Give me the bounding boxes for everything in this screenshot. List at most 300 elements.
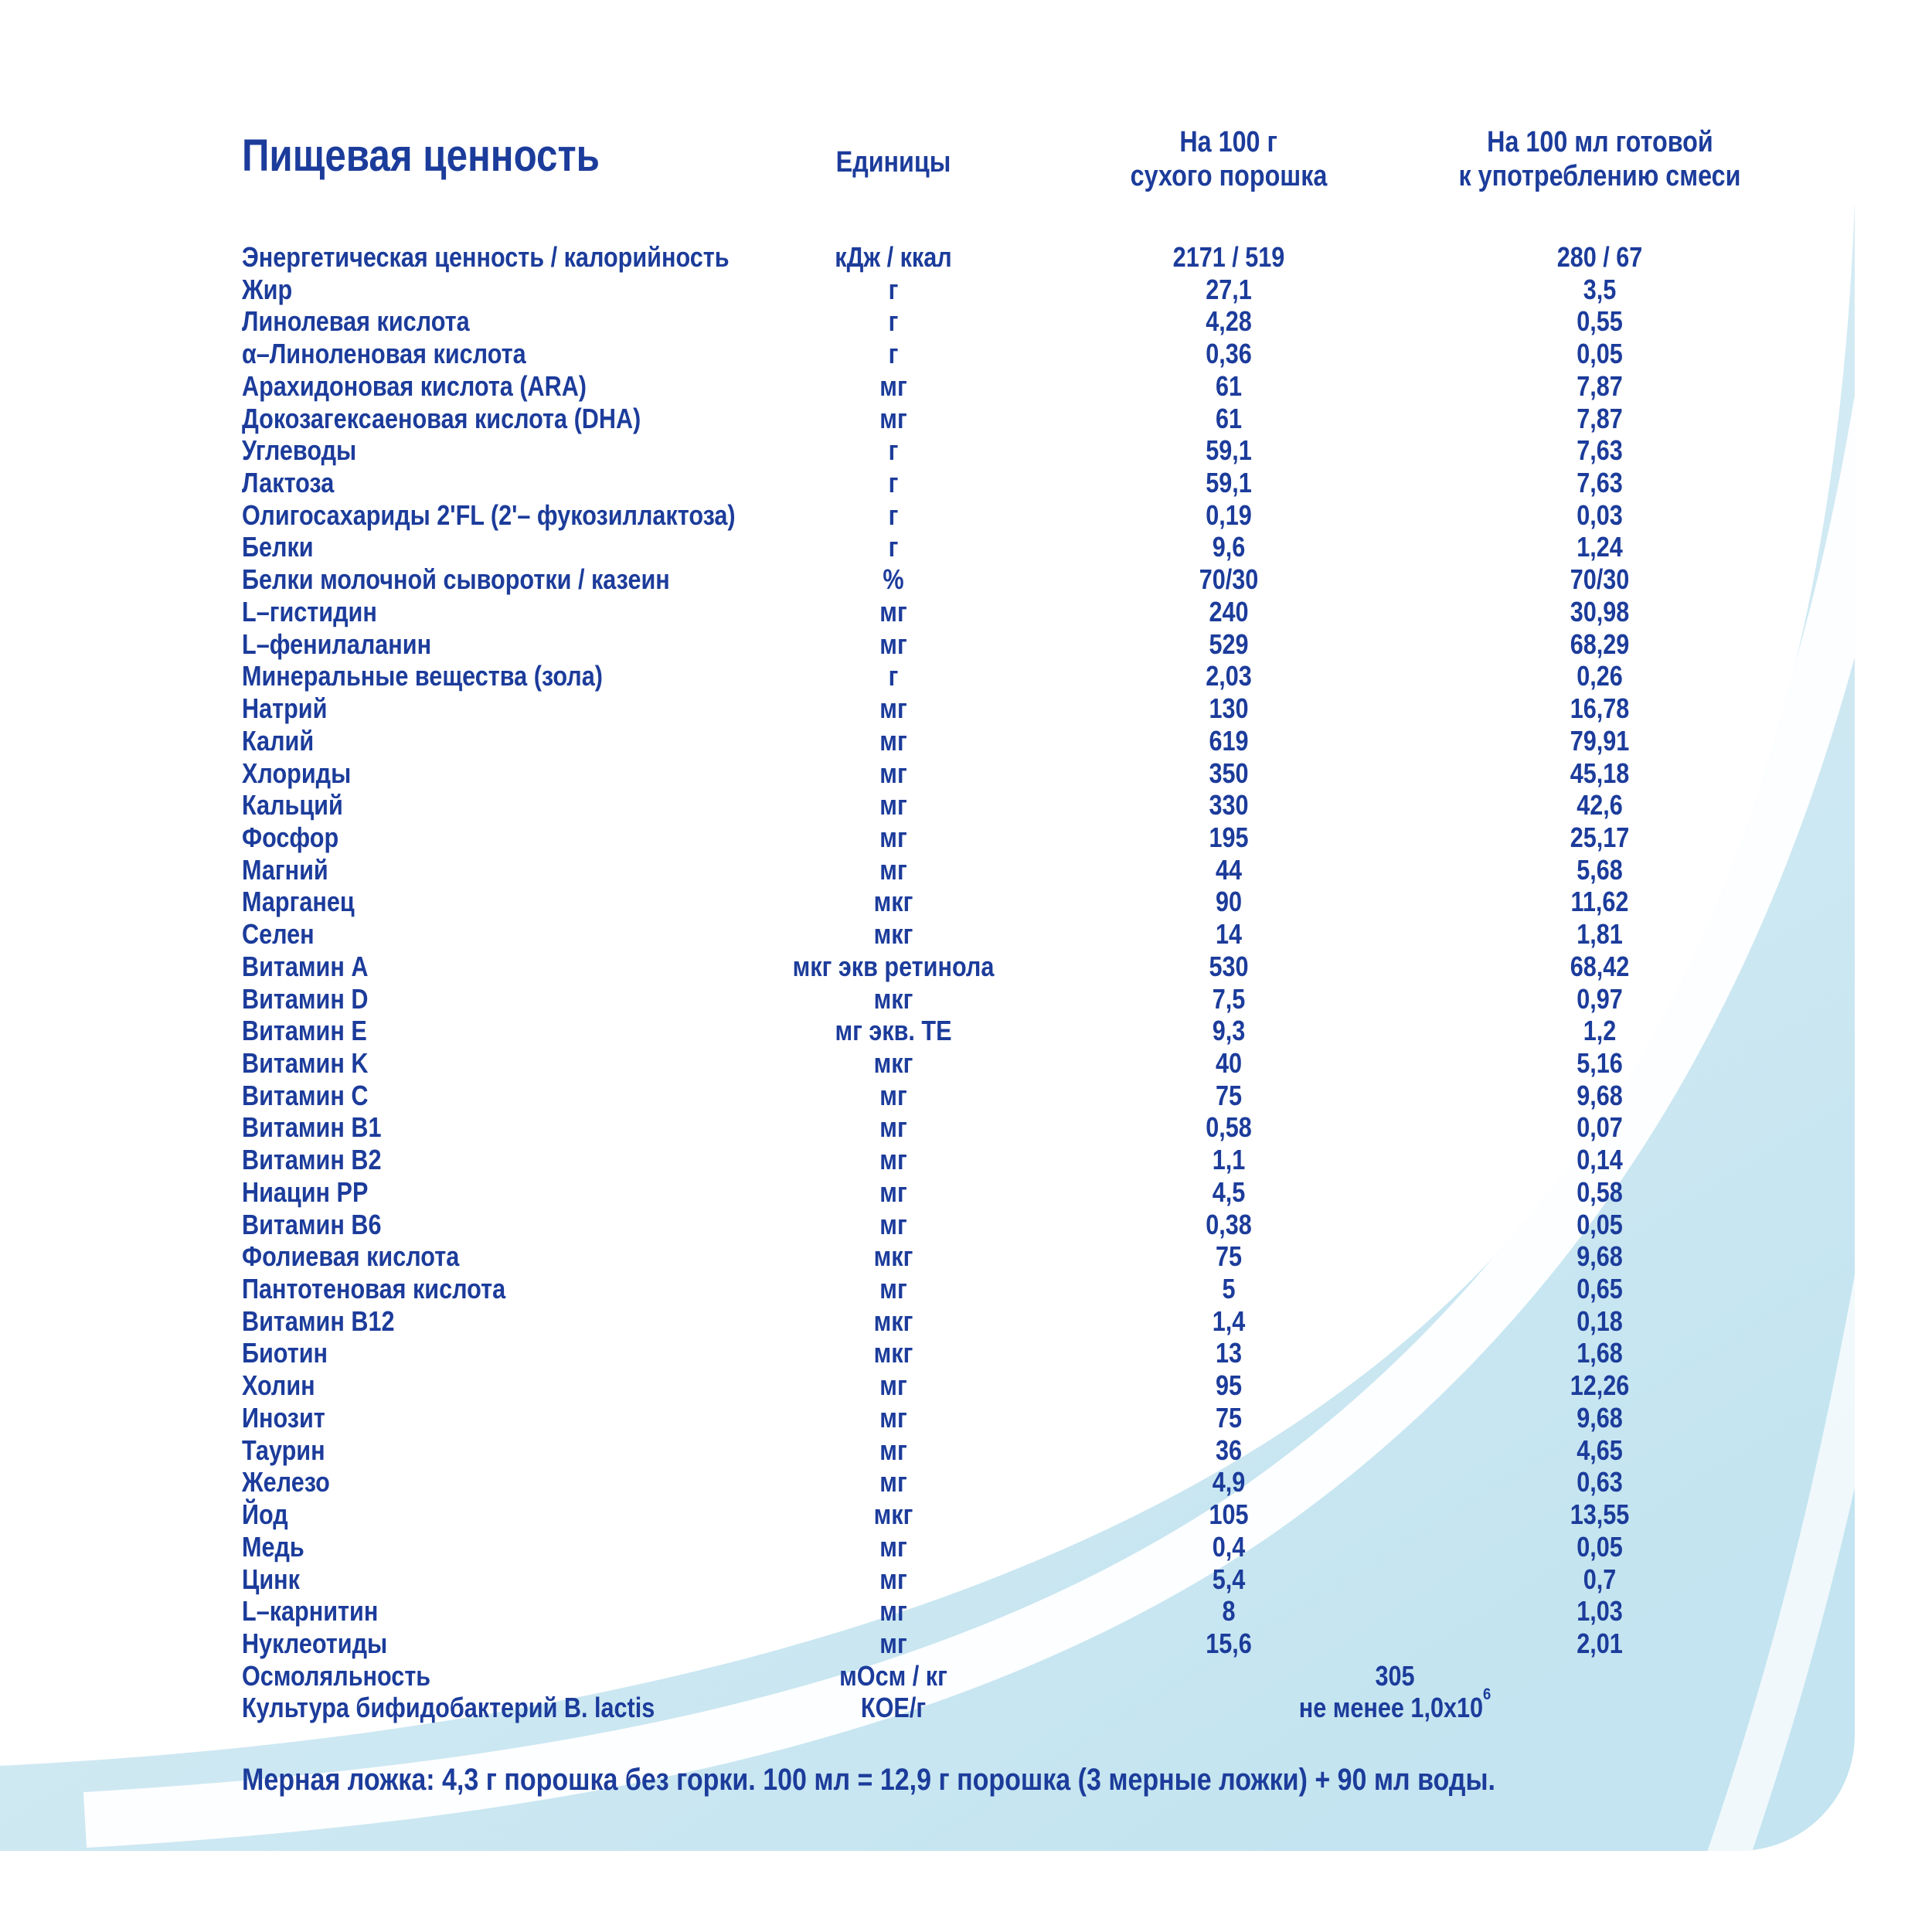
value-per-100ml-cell — [1573, 918, 1627, 951]
nutrient-unit-cell — [877, 370, 910, 403]
nutrient-name: Минеральные вещества (зола) — [242, 660, 603, 692]
nutrient-unit-cell — [877, 854, 910, 886]
value-per-100ml-cell — [1573, 1111, 1627, 1144]
value-per-100g-cell — [1202, 305, 1256, 338]
value-per-100g: 0,4 — [1212, 1530, 1246, 1563]
nutrient-unit: г — [888, 273, 899, 305]
nutrient-unit: мг — [879, 1369, 907, 1402]
nutrient-unit: мг — [879, 757, 907, 789]
value-per-100g: 4,9 — [1212, 1466, 1246, 1498]
nutrient-name: Культура бифидобактерий B. lactis — [242, 1692, 655, 1724]
nutrient-unit-cell — [870, 1305, 917, 1338]
nutrient-name-cell — [242, 1628, 413, 1660]
value-per-100ml: 0,55 — [1577, 305, 1623, 338]
per-100ml-line1-text: На 100 мл готовой — [1486, 126, 1713, 158]
table-row — [0, 1595, 1932, 1628]
nutrient-name-cell — [242, 660, 666, 692]
per-100g-line1-text: На 100 г — [1179, 126, 1278, 158]
nutrient-unit: мг — [879, 821, 907, 853]
table-row — [0, 274, 1932, 306]
value-per-100g: 15,6 — [1206, 1627, 1252, 1659]
nutrient-unit: г — [888, 467, 899, 499]
value-per-100g: 195 — [1209, 821, 1249, 853]
value-per-100g: 14 — [1215, 918, 1243, 951]
value-per-100g-cell — [1202, 274, 1256, 306]
value-per-100g: 61 — [1215, 402, 1243, 434]
nutrient-unit-cell — [870, 1337, 917, 1369]
value-per-100ml-cell — [1573, 854, 1627, 886]
value-per-100ml-cell — [1573, 1144, 1627, 1176]
value-per-100g-cell — [1221, 1273, 1236, 1305]
value-per-100g-cell — [1202, 499, 1256, 532]
nutrient-unit: мг — [879, 628, 907, 660]
nutrient-name: Арахидоновая кислота (ARA) — [242, 369, 587, 402]
value-per-100ml: 30,98 — [1570, 595, 1630, 628]
nutrient-unit-cell — [870, 1047, 917, 1080]
value-per-100ml-cell — [1573, 1080, 1627, 1112]
table-row — [0, 403, 1932, 435]
value-per-100g: 105 — [1209, 1498, 1249, 1531]
nutrient-unit-cell — [870, 1240, 917, 1273]
value-per-100ml-cell — [1573, 1209, 1627, 1241]
value-per-100g: 75 — [1215, 1401, 1243, 1434]
nutrient-unit: мг — [879, 1530, 907, 1563]
value-per-100g: 7,5 — [1212, 982, 1246, 1015]
table-row — [0, 241, 1932, 274]
value-per-100ml-cell — [1565, 821, 1634, 854]
nutrient-unit: мкг — [873, 886, 913, 918]
table-row — [0, 1305, 1932, 1338]
table-row — [0, 1402, 1932, 1434]
value-per-100g-cell — [1209, 1176, 1248, 1209]
value-per-100ml: 0,07 — [1577, 1111, 1623, 1144]
nutrient-unit-cell — [830, 1660, 957, 1692]
per-100ml-line2-text: к употреблению смеси — [1458, 160, 1741, 192]
value-per-100g-cell — [1206, 725, 1252, 757]
nutrient-name-cell — [242, 274, 301, 306]
nutrient-name-cell — [242, 886, 374, 918]
nutrient-name-cell — [242, 1273, 552, 1305]
value-per-100ml: 2,01 — [1577, 1627, 1623, 1659]
nutrient-unit-cell — [877, 1144, 910, 1176]
nutrient-unit: г — [888, 434, 899, 467]
table-row — [0, 660, 1932, 692]
value-per-100g: 4,5 — [1212, 1175, 1246, 1208]
value-per-100g-cell — [1163, 241, 1294, 274]
nutrient-unit: мг — [879, 369, 907, 402]
table-row — [0, 1466, 1932, 1498]
nutrient-name-cell — [242, 370, 648, 403]
value-per-100g-cell — [1202, 1209, 1256, 1241]
value-per-100g: 90 — [1215, 886, 1243, 918]
nutrient-name-cell — [242, 467, 350, 499]
nutrient-name-cell — [242, 628, 464, 661]
nutrient-unit: % — [883, 563, 904, 596]
nutrient-unit-cell — [870, 886, 917, 918]
value-per-100ml-cell — [1573, 403, 1627, 435]
nutrient-unit-cell — [877, 757, 910, 790]
value-per-100g-cell — [1213, 1369, 1244, 1402]
value-per-100ml-cell — [1573, 1176, 1627, 1209]
value-per-100g-cell — [1209, 983, 1248, 1015]
value-per-100g-cell — [1209, 1015, 1248, 1047]
value-per-100ml: 0,7 — [1583, 1563, 1617, 1595]
nutrient-unit-cell — [877, 1369, 910, 1402]
table-row — [0, 467, 1932, 499]
nutrient-unit: мкг — [873, 1304, 913, 1337]
table-row — [0, 1628, 1932, 1660]
value-span-cell — [1282, 1683, 1508, 1724]
nutrient-unit-cell — [825, 1015, 962, 1047]
nutrient-unit-cell — [888, 499, 900, 532]
table-row — [0, 918, 1932, 951]
nutrient-name-cell — [242, 1080, 390, 1112]
value-per-100ml: 7,87 — [1577, 402, 1623, 434]
nutrient-name: Натрий — [242, 692, 328, 725]
value-per-100ml: 0,03 — [1577, 498, 1623, 531]
nutrient-name-cell — [242, 499, 822, 532]
value-per-100ml-cell — [1573, 1595, 1627, 1628]
value-span-text: не менее 1,0x10 — [1298, 1692, 1484, 1724]
value-per-100ml-cell — [1573, 305, 1627, 338]
nutrient-name: Витамин A — [242, 950, 369, 982]
table-row — [0, 1144, 1932, 1176]
table-row — [0, 886, 1932, 918]
value-per-100g-cell — [1213, 1047, 1244, 1080]
value-per-100g: 75 — [1215, 1079, 1243, 1111]
value-per-100g-cell — [1221, 1595, 1236, 1628]
nutrient-unit: мг — [879, 1144, 907, 1176]
nutrient-unit: мкг — [873, 1498, 913, 1531]
value-span-sup: 6 — [1483, 1683, 1492, 1703]
value-per-100g-cell — [1209, 1144, 1248, 1176]
nutrient-unit: мг — [879, 1079, 907, 1111]
value-per-100ml: 68,29 — [1570, 628, 1630, 660]
scoop-note-text: Мерная ложка: 4,3 г порошка без горки. 100 мл = 12,9 г порошка (3 мерные ложки) + 90 мл воды. — [242, 1763, 1495, 1797]
nutrient-name: Витамин C — [242, 1079, 369, 1111]
nutrient-unit: КОЕ/г — [860, 1692, 927, 1724]
nutrient-name: Жир — [242, 273, 293, 305]
nutrient-name-cell — [242, 1305, 421, 1338]
nutrient-unit: мг — [879, 595, 907, 628]
value-per-100g: 8 — [1222, 1595, 1236, 1628]
nutrient-unit-cell — [881, 563, 906, 596]
value-per-100ml: 0,26 — [1577, 660, 1623, 692]
value-per-100g-cell — [1209, 1305, 1248, 1338]
value-per-100g: 0,58 — [1206, 1111, 1252, 1144]
value-per-100g: 13 — [1215, 1337, 1243, 1369]
nutrient-unit: г — [888, 531, 899, 563]
nutrient-name-cell — [242, 1692, 728, 1724]
nutrient-unit-cell — [877, 725, 910, 757]
value-per-100ml: 4,65 — [1577, 1434, 1623, 1466]
value-per-100ml-cell — [1573, 660, 1627, 692]
nutrient-name-cell — [242, 951, 390, 983]
value-per-100g-cell — [1202, 434, 1256, 467]
nutrient-name-cell — [242, 1369, 328, 1402]
value-per-100ml: 13,55 — [1570, 1498, 1630, 1531]
value-per-100ml: 7,63 — [1577, 467, 1623, 499]
nutrient-name: Нуклеотиды — [242, 1627, 388, 1659]
value-per-100g: 5 — [1222, 1273, 1236, 1305]
nutrient-name: Линолевая кислота — [242, 305, 470, 338]
nutrient-name: Йод — [242, 1498, 288, 1531]
value-per-100g-cell — [1202, 660, 1256, 692]
nutrient-name-cell — [242, 1144, 406, 1176]
value-per-100ml: 0,05 — [1577, 1530, 1623, 1563]
value-per-100g: 0,19 — [1206, 498, 1252, 531]
nutrient-name: L–карнитин — [242, 1595, 379, 1628]
nutrient-unit-cell — [888, 274, 900, 306]
nutrient-name: Докозагексаеновая кислота (DHA) — [242, 402, 641, 434]
nutrient-name: L–фенилаланин — [242, 628, 432, 660]
value-per-100g: 4,28 — [1206, 305, 1252, 338]
table-row — [0, 692, 1932, 725]
table-row — [0, 1176, 1932, 1209]
nutrient-unit-cell — [877, 789, 910, 821]
value-per-100ml-cell — [1573, 1434, 1627, 1467]
nutrient-unit: мг — [879, 1111, 907, 1144]
per-100g-line2-text: сухого порошка — [1130, 160, 1328, 192]
value-per-100ml-cell — [1565, 725, 1634, 757]
nutrient-name: Энергетическая ценность / калорийность — [242, 241, 730, 273]
value-per-100g-cell — [1213, 854, 1244, 886]
value-per-100g-cell — [1213, 886, 1244, 918]
table-row — [0, 1434, 1932, 1467]
nutrient-unit-cell — [877, 1434, 910, 1467]
nutrient-unit-cell — [888, 660, 900, 692]
value-per-100ml: 16,78 — [1570, 692, 1630, 725]
value-per-100g-cell — [1206, 951, 1252, 983]
nutrient-name-cell — [242, 305, 510, 338]
nutrient-name: Калий — [242, 724, 315, 757]
nutrient-name-cell — [242, 757, 370, 790]
table-row — [0, 854, 1932, 886]
nutrient-unit: мкг — [873, 982, 913, 1015]
table-row — [0, 499, 1932, 532]
nutrient-unit: мг — [879, 1595, 907, 1628]
nutrient-name-cell — [242, 563, 746, 596]
nutrient-unit-cell — [877, 1466, 910, 1498]
table-row — [0, 1660, 1932, 1692]
table-row — [0, 789, 1932, 821]
nutrient-unit-cell — [877, 1402, 910, 1434]
nutrient-name: Осмоляльность — [242, 1659, 431, 1692]
value-per-100ml: 9,68 — [1577, 1079, 1623, 1111]
value-per-100g-cell — [1202, 1111, 1256, 1144]
nutrient-name: α–Линоленовая кислота — [242, 338, 526, 370]
nutrient-unit: мг — [879, 1208, 907, 1240]
nutrient-name: Белки — [242, 531, 314, 563]
value-per-100ml: 3,5 — [1583, 273, 1617, 305]
table-row — [0, 1015, 1932, 1047]
value-per-100ml-cell — [1573, 789, 1627, 821]
value-per-100g-cell — [1209, 1531, 1248, 1563]
nutrient-name: Холин — [242, 1369, 315, 1402]
value-per-100ml-cell — [1580, 274, 1619, 306]
nutrient-name-cell — [242, 403, 711, 435]
nutrient-unit-cell — [877, 1531, 910, 1563]
nutrient-unit: мг — [879, 692, 907, 725]
value-per-100g-cell — [1206, 789, 1252, 821]
nutrient-unit: кДж / ккал — [835, 241, 952, 273]
value-per-100ml-cell — [1573, 338, 1627, 370]
value-per-100g-cell — [1213, 1337, 1244, 1369]
value-per-100ml: 280 / 67 — [1556, 241, 1643, 273]
value-per-100ml: 12,26 — [1570, 1369, 1630, 1402]
value-per-100g-cell — [1202, 1628, 1256, 1660]
value-per-100g-cell — [1202, 467, 1256, 499]
value-per-100ml-cell — [1573, 531, 1627, 563]
value-per-100g: 2,03 — [1206, 660, 1252, 692]
value-per-100ml-cell — [1566, 886, 1634, 918]
nutrient-name: Инозит — [242, 1401, 325, 1434]
nutrient-unit: г — [888, 498, 899, 531]
table-row — [0, 1080, 1932, 1112]
nutrient-unit: мг — [879, 402, 907, 434]
nutrient-unit-cell — [877, 596, 910, 628]
nutrient-name: Цинк — [242, 1563, 300, 1595]
value-per-100g-cell — [1209, 1466, 1248, 1498]
nutrient-unit: мг — [879, 1563, 907, 1595]
value-per-100g-cell — [1213, 1240, 1244, 1273]
nutrient-name: L–гистидин — [242, 595, 377, 628]
value-per-100g-cell — [1213, 403, 1244, 435]
table-row — [0, 1531, 1932, 1563]
value-per-100g-cell — [1209, 1563, 1248, 1596]
value-per-100g: 1,1 — [1212, 1144, 1246, 1176]
nutrient-name-cell — [242, 1402, 340, 1434]
page-title-text: Пищевая ценность — [242, 131, 600, 181]
value-per-100ml: 0,18 — [1577, 1304, 1623, 1337]
nutrient-unit-cell — [888, 305, 900, 338]
value-per-100ml-cell — [1565, 628, 1634, 661]
value-per-100ml: 0,58 — [1577, 1175, 1623, 1208]
value-per-100ml: 1,24 — [1577, 531, 1623, 563]
value-per-100ml-cell — [1573, 1531, 1627, 1563]
nutrient-name-cell — [242, 1240, 498, 1273]
table-row — [0, 725, 1932, 757]
nutrient-unit-cell — [877, 692, 910, 725]
value-per-100g: 0,38 — [1206, 1208, 1252, 1240]
nutrient-unit-cell — [877, 1176, 910, 1209]
nutrient-name-cell — [242, 1660, 464, 1692]
nutrient-name-cell — [242, 1595, 402, 1628]
nutrient-unit-cell — [870, 1498, 917, 1531]
nutrient-name: Биотин — [242, 1337, 328, 1369]
value-per-100ml-cell — [1565, 951, 1634, 983]
nutrient-name-cell — [242, 1498, 296, 1531]
value-per-100g-cell — [1206, 1498, 1252, 1531]
value-per-100g: 59,1 — [1206, 434, 1252, 467]
nutrient-unit-cell — [877, 1209, 910, 1241]
value-per-100ml: 79,91 — [1570, 724, 1630, 757]
table-row — [0, 951, 1932, 983]
value-per-100g: 61 — [1215, 369, 1243, 402]
value-per-100ml: 0,63 — [1577, 1466, 1623, 1498]
nutrient-name-cell — [242, 1209, 406, 1241]
value-per-100ml-cell — [1573, 1466, 1627, 1498]
value-per-100ml: 9,68 — [1577, 1240, 1623, 1273]
nutrient-name: Фосфор — [242, 821, 339, 853]
value-per-100ml-cell — [1573, 1273, 1627, 1305]
nutrient-name: Витамин B12 — [242, 1304, 395, 1337]
value-per-100g-cell — [1206, 628, 1252, 661]
value-per-100ml-cell — [1565, 563, 1634, 596]
value-per-100g-cell — [1206, 821, 1252, 854]
nutrient-unit: г — [888, 305, 899, 338]
value-per-100ml: 11,62 — [1570, 886, 1629, 918]
nutrient-unit-cell — [877, 1111, 910, 1144]
table-row — [0, 1240, 1932, 1273]
nutrient-name: Магний — [242, 853, 328, 886]
value-per-100g-cell — [1213, 370, 1244, 403]
value-per-100ml: 25,17 — [1570, 821, 1630, 853]
nutrient-name: Железо — [242, 1466, 330, 1498]
scoop-note — [242, 1762, 1716, 1798]
table-row — [0, 563, 1932, 596]
nutrient-unit: мг — [879, 1273, 907, 1305]
nutrient-unit: мг — [879, 1434, 907, 1466]
nutrient-unit: мг — [879, 1627, 907, 1659]
value-per-100ml: 70/30 — [1570, 563, 1630, 596]
table-row — [0, 338, 1932, 370]
value-span — [1375, 1660, 1414, 1692]
nutrient-name: Витамин B6 — [242, 1208, 382, 1240]
value-per-100ml-cell — [1580, 1015, 1619, 1047]
nutrient-name-cell — [242, 821, 355, 854]
value-per-100g: 330 — [1209, 789, 1249, 821]
nutrient-name: Витамин B1 — [242, 1111, 382, 1144]
value-per-100g-cell — [1213, 1402, 1244, 1434]
nutrient-unit: мг — [879, 853, 907, 886]
value-per-100g: 70/30 — [1199, 563, 1259, 596]
nutrient-name-cell — [242, 1047, 390, 1080]
value-per-100g: 95 — [1215, 1369, 1243, 1402]
nutrient-unit-cell — [888, 531, 900, 563]
value-per-100g: 530 — [1209, 950, 1249, 982]
table-row — [0, 370, 1932, 403]
value-per-100ml-cell — [1573, 1402, 1627, 1434]
nutrient-name-cell — [242, 1563, 310, 1596]
nutrient-unit-cell — [888, 338, 900, 370]
nutrient-name: Олигосахариды 2'FL (2'– фукозиллактоза) — [242, 498, 736, 531]
nutrient-unit: мг — [879, 1175, 907, 1208]
nutrient-name-cell — [242, 789, 361, 821]
value-per-100g-cell — [1209, 531, 1248, 563]
value-per-100ml-cell — [1549, 241, 1650, 274]
value-per-100g-cell — [1206, 596, 1252, 628]
value-per-100ml-cell — [1580, 1563, 1619, 1596]
nutrient-unit: г — [888, 660, 899, 692]
value-per-100g: 75 — [1215, 1240, 1243, 1273]
value-per-100g: 0,36 — [1206, 338, 1252, 370]
value-per-100ml: 0,05 — [1577, 338, 1623, 370]
nutrient-name: Марганец — [242, 886, 355, 918]
table-row — [0, 1563, 1932, 1596]
value-per-100g-cell — [1213, 1434, 1244, 1467]
nutrient-name: Пантотеновая кислота — [242, 1273, 506, 1305]
nutrient-name-cell — [242, 1434, 340, 1467]
table-row — [0, 1209, 1932, 1241]
value-per-100g: 36 — [1215, 1434, 1243, 1466]
nutrient-name-cell — [242, 1531, 315, 1563]
value-per-100ml-cell — [1565, 1369, 1634, 1402]
table-row — [0, 1337, 1932, 1369]
nutrient-unit-cell — [825, 241, 962, 274]
nutrient-unit-cell — [870, 983, 917, 1015]
value-per-100ml: 0,97 — [1577, 982, 1623, 1015]
